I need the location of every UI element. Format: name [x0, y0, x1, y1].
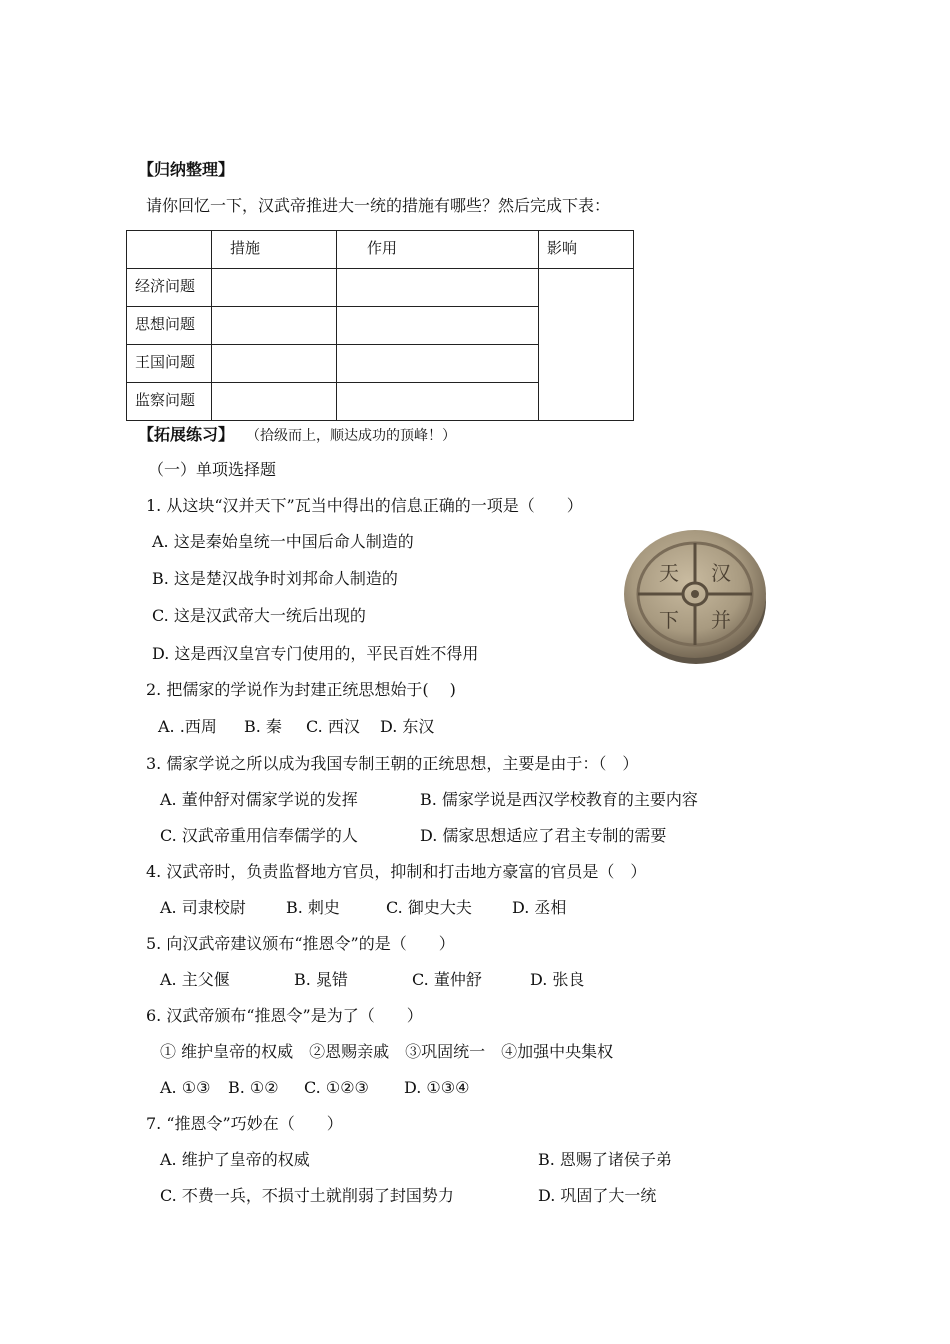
- table-cell[interactable]: [337, 383, 539, 421]
- question-option[interactable]: C. ①②③: [304, 1078, 369, 1097]
- summary-heading: 【归纳整理】: [138, 160, 235, 179]
- question-option[interactable]: B. 晁错: [294, 970, 348, 989]
- question-stem: 3. 儒家学说之所以成为我国专制王朝的正统思想，主要是由于：（ ）: [146, 754, 639, 773]
- table-cell[interactable]: [212, 307, 337, 345]
- practice-subsection: （一）单项选择题: [148, 460, 277, 479]
- question-option[interactable]: B. 刺史: [286, 898, 340, 917]
- question-option[interactable]: B. ①②: [228, 1078, 279, 1097]
- question-option[interactable]: B. 儒家学说是西汉学校教育的主要内容: [420, 790, 698, 809]
- question-option[interactable]: C. 这是汉武帝大一统后出现的: [152, 606, 366, 625]
- table-header-cell: [127, 231, 212, 269]
- question-option[interactable]: A. 主父偃: [160, 970, 230, 989]
- question-option[interactable]: B. 恩赐了诸侯子弟: [538, 1150, 672, 1169]
- practice-heading: 【拓展练习】: [138, 425, 235, 444]
- question-stem: 4. 汉武帝时，负责监督地方官员，抑制和打击地方豪富的官员是（ ）: [146, 862, 647, 881]
- tile-char: 并: [711, 608, 731, 632]
- question-stem: 2. 把儒家的学说作为封建正统思想始于( ): [146, 680, 456, 699]
- table-cell-influence[interactable]: [539, 269, 634, 421]
- table-header-row: [127, 231, 634, 269]
- question-option[interactable]: C. 汉武帝重用信奉儒学的人: [160, 826, 358, 845]
- measures-table: [126, 230, 634, 421]
- tile-char: 汉: [711, 561, 731, 585]
- table-cell[interactable]: [212, 345, 337, 383]
- question-option[interactable]: A. .西周: [158, 717, 217, 736]
- question-stem: 5. 向汉武帝建议颁布“推恩令”的是（ ）: [146, 934, 455, 953]
- question-option[interactable]: A. 这是秦始皇统一中国后命人制造的: [152, 532, 414, 551]
- question-option[interactable]: A. 维护了皇帝的权威: [160, 1150, 310, 1169]
- question-option[interactable]: D. 东汉: [380, 717, 435, 736]
- question-option[interactable]: C. 不费一兵，不损寸土就削弱了封国势力: [160, 1186, 454, 1205]
- table-row: [127, 269, 634, 307]
- question-stem: 6. 汉武帝颁布“推恩令”是为了（ ）: [146, 1006, 423, 1025]
- question-option[interactable]: B. 这是楚汉战争时刘邦命人制造的: [152, 569, 398, 588]
- question-option[interactable]: D. 巩固了大一统: [538, 1186, 657, 1205]
- question-statements: ① 维护皇帝的权威 ②恩赐亲戚 ③巩固统一 ④加强中央集权: [160, 1042, 614, 1061]
- table-header-cell: 措施: [212, 231, 337, 269]
- question-option[interactable]: A. ①③: [160, 1078, 211, 1097]
- tile-char: 天: [659, 561, 679, 585]
- table-row-label: 王国问题: [127, 345, 212, 383]
- question-option[interactable]: D. 张良: [530, 970, 585, 989]
- table-header-cell: 影响: [539, 231, 634, 269]
- question-option[interactable]: A. 董仲舒对儒家学说的发挥: [160, 790, 358, 809]
- table-cell[interactable]: [337, 307, 539, 345]
- tile-char: 下: [659, 608, 679, 632]
- question-option[interactable]: C. 西汉: [306, 717, 360, 736]
- question-option[interactable]: C. 董仲舒: [412, 970, 482, 989]
- table-cell[interactable]: [212, 269, 337, 307]
- question-option[interactable]: D. 这是西汉皇宫专门使用的，平民百姓不得用: [152, 644, 479, 663]
- summary-instruction: 请你回忆一下，汉武帝推进大一统的措施有哪些？然后完成下表：: [146, 196, 611, 215]
- question-option[interactable]: D. ①③④: [404, 1078, 470, 1097]
- practice-motto: （拾级而上，顺达成功的顶峰！）: [246, 428, 456, 444]
- table-row-label: 监察问题: [127, 383, 212, 421]
- table-header-cell: 作用: [337, 231, 539, 269]
- question-option[interactable]: D. 儒家思想适应了君主专制的需要: [420, 826, 667, 845]
- table-cell[interactable]: [337, 269, 539, 307]
- table-row-label: 思想问题: [127, 307, 212, 345]
- question-option[interactable]: B. 秦: [244, 717, 282, 736]
- question-option[interactable]: A. 司隶校尉: [160, 898, 246, 917]
- table-cell[interactable]: [337, 345, 539, 383]
- question-stem: 7. “推恩令”巧妙在（ ）: [146, 1114, 343, 1133]
- question-option[interactable]: C. 御史大夫: [386, 898, 472, 917]
- table-cell[interactable]: [212, 383, 337, 421]
- question-option[interactable]: D. 丞相: [512, 898, 567, 917]
- han-tile-image: [622, 528, 768, 666]
- question-stem: 1. 从这块“汉并天下”瓦当中得出的信息正确的一项是（ ）: [146, 496, 583, 515]
- table-row-label: 经济问题: [127, 269, 212, 307]
